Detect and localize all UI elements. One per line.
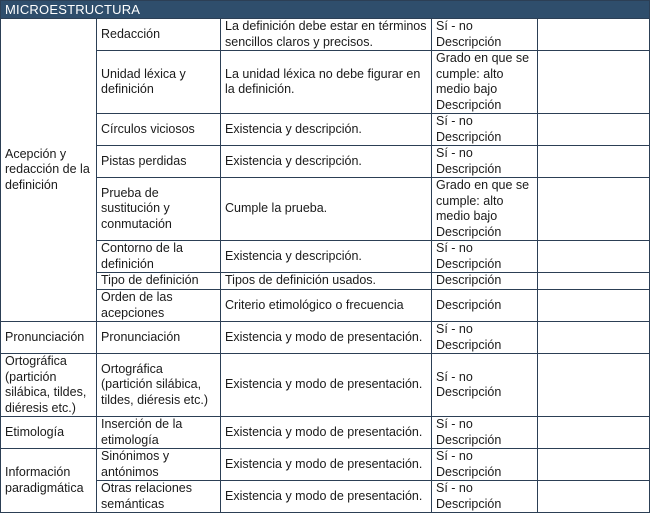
empty-cell — [538, 354, 650, 417]
table-row — [1, 178, 650, 241]
item-cell: Redacción — [97, 19, 221, 51]
item-cell: Círculos viciosos — [97, 114, 221, 146]
table-title: MICROESTRUCTURA — [1, 1, 650, 19]
item-cell: Tipo de definición — [97, 273, 221, 290]
empty-cell — [538, 114, 650, 146]
criterion-cell: Existencia y modo de presentación. — [221, 322, 432, 354]
item-cell: Prueba de sustitución y conmutación — [97, 178, 221, 241]
table-row — [1, 449, 650, 481]
criterion-cell: Existencia y modo de presentación. — [221, 481, 432, 513]
group-acepcion: Acepción y redacción de la definición — [1, 19, 97, 322]
table-row — [1, 290, 650, 322]
table-row — [1, 114, 650, 146]
table-row — [1, 481, 650, 513]
group-pronunciacion: Pronunciación — [1, 322, 97, 354]
value-cell: Descripción — [432, 290, 538, 322]
table-row — [1, 322, 650, 354]
empty-cell — [538, 322, 650, 354]
criterion-cell: Tipos de definición usados. — [221, 273, 432, 290]
table-row — [1, 51, 650, 114]
empty-cell — [538, 241, 650, 273]
value-cell: Grado en que se cumple: alto medio bajo Descripción — [432, 178, 538, 241]
table-row — [1, 417, 650, 449]
criterion-cell: Criterio etimológico o frecuencia — [221, 290, 432, 322]
value-cell: Descripción — [432, 273, 538, 290]
criterion-cell: La definición debe estar en términos sencillos claros y precisos. — [221, 19, 432, 51]
criterion-cell: Existencia y modo de presentación. — [221, 449, 432, 481]
table-row — [1, 241, 650, 273]
criterion-cell: Cumple la prueba. — [221, 178, 432, 241]
criterion-cell: Existencia y descripción. — [221, 146, 432, 178]
empty-cell — [538, 51, 650, 114]
value-cell: Sí - no Descripción — [432, 241, 538, 273]
criterion-cell: Existencia y modo de presentación. — [221, 417, 432, 449]
item-cell: Otras relaciones semánticas — [97, 481, 221, 513]
item-cell: Orden de las acepciones — [97, 290, 221, 322]
value-cell: Sí - no Descripción — [432, 481, 538, 513]
criterion-cell: La unidad léxica no debe figurar en la definición. — [221, 51, 432, 114]
group-etimologia: Etimología — [1, 417, 97, 449]
empty-cell — [538, 273, 650, 290]
value-cell: Grado en que se cumple: alto medio bajo Descripción — [432, 51, 538, 114]
criterion-cell: Existencia y modo de presentación. — [221, 354, 432, 417]
value-cell: Sí - no Descripción — [432, 114, 538, 146]
item-cell: Sinónimos y antónimos — [97, 449, 221, 481]
empty-cell — [538, 290, 650, 322]
empty-cell — [538, 19, 650, 51]
item-cell: Unidad léxica y definición — [97, 51, 221, 114]
value-cell: Sí - no Descripción — [432, 322, 538, 354]
value-cell: Sí - no Descripción — [432, 417, 538, 449]
header-row — [1, 1, 650, 19]
group-paradigmatica: Información paradigmática — [1, 449, 97, 513]
table-row — [1, 19, 650, 51]
group-ortografica: Ortográfica (partición silábica, tildes, diéresis etc.) — [1, 354, 97, 417]
empty-cell — [538, 481, 650, 513]
table-row — [1, 273, 650, 290]
value-cell: Sí - no Descripción — [432, 146, 538, 178]
empty-cell — [538, 178, 650, 241]
empty-cell — [538, 146, 650, 178]
item-cell: Ortográfica (partición silábica, tildes, diéresis etc.) — [97, 354, 221, 417]
item-cell: Inserción de la etimología — [97, 417, 221, 449]
item-cell: Pronunciación — [97, 322, 221, 354]
value-cell: Sí - no Descripción — [432, 354, 538, 417]
table-row — [1, 146, 650, 178]
table-row — [1, 354, 650, 417]
empty-cell — [538, 417, 650, 449]
empty-cell — [538, 449, 650, 481]
item-cell: Contorno de la definición — [97, 241, 221, 273]
criterion-cell: Existencia y descripción. — [221, 241, 432, 273]
value-cell: Sí - no Descripción — [432, 19, 538, 51]
item-cell: Pistas perdidas — [97, 146, 221, 178]
value-cell: Sí - no Descripción — [432, 449, 538, 481]
criterion-cell: Existencia y descripción. — [221, 114, 432, 146]
